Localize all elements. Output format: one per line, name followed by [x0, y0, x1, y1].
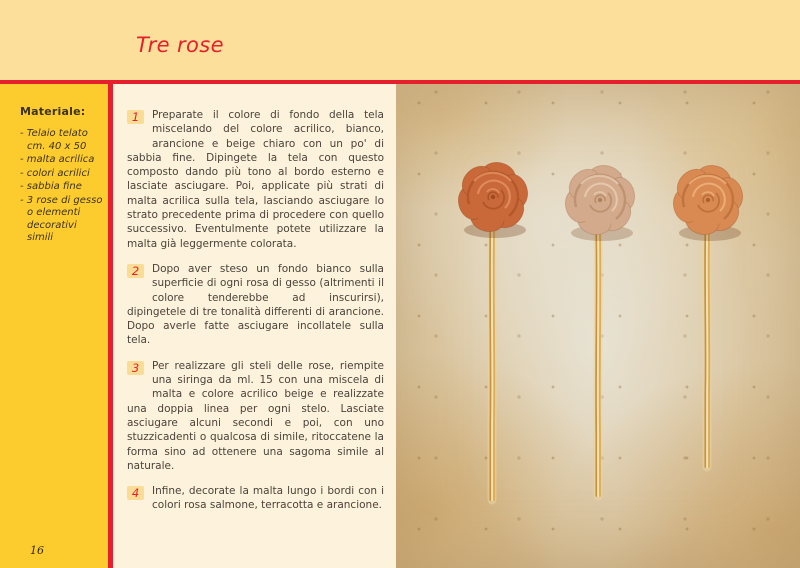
stem-left: [490, 232, 494, 500]
craft-photo: [396, 84, 800, 568]
materials-list: [20, 128, 104, 245]
material-item: - Telaio telato cm. 40 x 50: [20, 128, 88, 152]
step: [127, 484, 384, 515]
material-item: - sabbia fine: [20, 181, 82, 192]
header-band: [0, 0, 800, 80]
step: [127, 108, 384, 251]
rose-right: [670, 162, 746, 241]
instructions-column: [113, 84, 396, 568]
step-number-badge: 4: [127, 486, 144, 500]
page-number: 16: [30, 544, 44, 557]
material-item: - malta acrilica: [20, 154, 95, 165]
step-text: Per realizzare gli steli delle rose, riempite una siringa da ml. 15 con una miscela di malta e colore acrilico beige e realizzate una doppia linea per ogni stelo. Lasciate asciugare alcuni secondi e poi, con uno stuzzicadenti o qualcosa di simile, ritoccatene la forma sino ad ottenere una sagoma simile al naturale.: [127, 359, 384, 472]
rose-center: [562, 162, 638, 241]
stem-center: [596, 234, 600, 496]
steps-list: [113, 84, 396, 515]
step-text: Infine, decorate la malta lungo i bordi con i colori rosa salmone, terracotta e arancione.: [152, 485, 384, 512]
step-number-badge: 3: [127, 361, 144, 375]
stem-right: [705, 234, 709, 467]
step-text: Preparate il colore di fondo della tela miscelando del colore acrilico, bianco, arancione e beige chiaro con un po' di sabbia fine. Dipingete la tela con questo composto dando più tono al bordo esterno e lasciate asciugare. Poi, applicate più strati di malta acrilica sulla tela, lasciando asciugare lo strato precedente prima di procedere con quello successivo. Eventulmente potete utilizzare la malta già leggermente colorata.: [127, 109, 384, 250]
roses-artwork: [396, 84, 800, 568]
rose-left: [455, 159, 531, 238]
step: [127, 262, 384, 348]
step: [127, 359, 384, 473]
materials-heading: Materiale:: [20, 105, 86, 118]
material-item: - 3 rose di gesso o elementi decorativi simili: [20, 194, 103, 243]
page-title: Tre rose: [136, 33, 224, 57]
step-number-badge: 1: [127, 110, 144, 124]
materials-sidebar: [0, 84, 108, 568]
step-text: Dopo aver steso un fondo bianco sulla superficie di ogni rosa di gesso (altrimenti il colore tenderebbe ad inscurirsi), dipingetele di tre tonalità differenti di arancione. Dopo averle fatte asciugare incollatele sulla tela.: [127, 262, 384, 347]
step-number-badge: 2: [127, 264, 144, 278]
material-item: - colori acrilici: [20, 167, 90, 179]
